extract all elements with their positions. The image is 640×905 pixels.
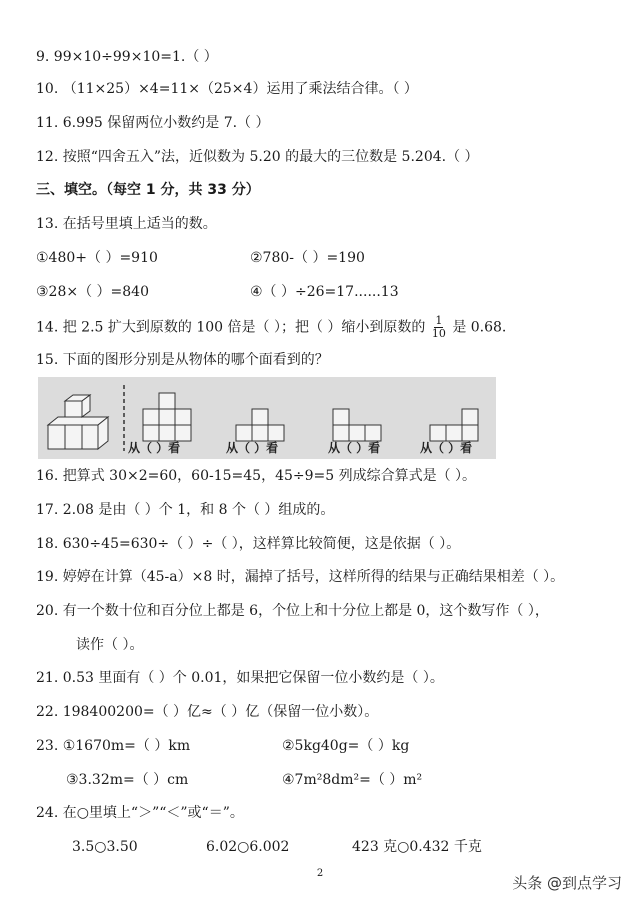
question-9: 9. 99×10÷99×10=1.（ ） [36,49,218,65]
question-13-d: ④（ ）÷26=17......13 [250,284,399,300]
question-24-c: 423 克○0.432 千克 [352,839,482,855]
cube-stack-illustration [48,395,108,449]
question-22: 22. 198400200=（ ）亿≈（ ）亿（保留一位小数）。 [36,704,379,720]
view-label-4: 从（ ）看 [420,441,473,455]
fraction-denominator: 10 [431,327,446,340]
question-16: 16. 把算式 30×2=60，60-15=45，45÷9=5 列成综合算式是（ ）。 [36,468,477,484]
question-12: 12. 按照“四舍五入”法，近似数为 5.20 的最大的三位数是 5.204.（ ） [36,149,479,165]
question-20-b: 读作（ ）。 [76,637,144,653]
question-14-part-a: 14. 把 2.5 扩大到原数的 100 倍是（ ）；把（ ）缩小到原数的 [36,319,426,336]
view-label-3: 从（ ）看 [328,441,381,455]
question-23-d: ④7m²8dm²=（ ）m² [282,772,423,788]
view-1-grid [143,393,191,441]
question-23-b: ②5kg40g=（ ）kg [282,738,410,754]
question-23-c: ③3.32m=（ ）cm [66,772,189,788]
question-19: 19. 婷婷在计算（45-a）×8 时，漏掉了括号，这样所得的结果与正确结果相差（ ）。 [36,569,565,585]
view-3-grid [333,409,381,441]
question-18: 18. 630÷45=630÷（ ）÷（ ），这样算比较简便，这是依据（ ）。 [36,536,461,552]
fraction-numerator: 1 [435,314,443,327]
view-label-1: 从（ ）看 [128,441,181,455]
view-label-2: 从（ ）看 [226,441,279,455]
question-17: 17. 2.08 是由（ ）个 1，和 8 个（ ）组成的。 [36,502,335,518]
fraction-one-tenth [432,315,446,340]
view-figure-panel [38,377,496,459]
view-4-grid [430,409,478,441]
question-11: 11. 6.995 保留两位小数约是 7.（ ） [36,115,270,131]
section-3-heading: 三、填空。（每空 1 分，共 33 分） [36,182,260,198]
question-23-a: 23. ①1670m=（ ）km [36,738,191,754]
question-13-a: ①480+（ ）=910 [36,250,158,266]
question-20-a: 20. 有一个数十位和百分位上都是 6，个位上和十分位上都是 0，这个数写作（ ）， [36,603,549,619]
question-14 [36,315,506,340]
question-24-a: 3.5○3.50 [72,839,138,855]
page-number: 2 [316,868,324,879]
question-14-part-b: 是 0.68. [452,319,507,336]
question-10: 10. （11×25）×4=11×（25×4）运用了乘法结合律。（ ） [36,81,418,97]
question-24: 24. 在○里填上“＞”“＜”或“＝”。 [36,805,244,821]
question-21: 21. 0.53 里面有（ ）个 0.01，如果把它保留一位小数约是（ ）。 [36,670,444,686]
view-2-grid [236,409,284,441]
question-13-c: ③28×（ ）=840 [36,284,149,300]
watermark: 头条 @到点学习 [512,874,622,892]
question-13: 13. 在括号里填上适当的数。 [36,216,217,232]
question-13-b: ②780-（ ）=190 [250,250,365,266]
question-15: 15. 下面的图形分别是从物体的哪个面看到的？ [36,352,329,368]
question-24-b: 6.02○6.002 [206,839,290,855]
